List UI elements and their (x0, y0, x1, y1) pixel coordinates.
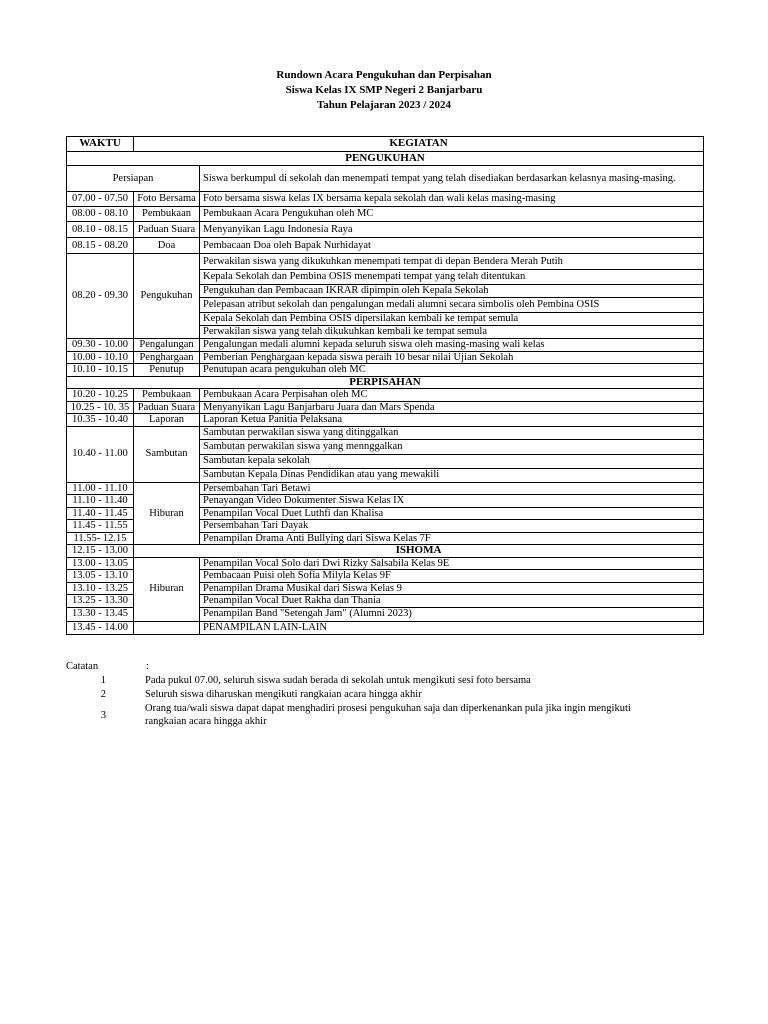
time-cell: 10.20 - 10.25 (67, 389, 134, 402)
description-cell: Penampilan Vocal Duet Rakha dan Thania (200, 595, 704, 608)
note-text: Pada pukul 07.00, seluruh siswa sudah berada di sekolah untuk mengikuti sesi foto bersama (145, 675, 531, 686)
section-pengukuhan: PENGUKUHAN (67, 152, 704, 166)
section-perpisahan: PERPISAHAN (67, 376, 704, 389)
description-cell: Menyanyikan Lagu Banjarbaru Juara dan Mars Spenda (200, 401, 704, 414)
description-cell: Sambutan perwakilan siswa yang mennggalkan (200, 439, 704, 454)
header-waktu: WAKTU (67, 137, 134, 152)
description-cell: Penampilan Vocal Duet Luthfi dan Khalisa (200, 507, 704, 520)
note-text: Seluruh siswa diharuskan mengikuti rangkaian acara hingga akhir (145, 689, 422, 700)
title-line-2: Siswa Kelas IX SMP Negeri 2 Banjarbaru (285, 84, 483, 96)
note-number: 1 (100, 675, 106, 686)
activity-cell: Pembukaan (134, 207, 200, 222)
time-cell: 10.35 - 10.40 (67, 414, 134, 427)
time-cell: 11.40 - 11.45 (67, 507, 134, 520)
time-cell: 13.25 - 13.30 (67, 595, 134, 608)
table-row (67, 222, 704, 238)
time-cell: 13.00 - 13.05 (67, 557, 134, 570)
table-row (67, 482, 704, 495)
note-number: 3 (100, 710, 106, 721)
table-row (67, 338, 704, 351)
table-row (67, 166, 704, 192)
table-row (67, 426, 704, 439)
note-item (66, 702, 666, 728)
time-cell: 07.00 - 07.50 (67, 192, 134, 207)
section-row (67, 152, 704, 166)
description-cell: Perwakilan siswa yang dikukuhkan menempati tempat di depan Bendera Merah Putih (200, 254, 704, 270)
activity-cell: Sambutan (134, 426, 200, 482)
time-cell: 10.10 - 10.15 (67, 364, 134, 377)
description-cell: Sambutan kepala sekolah (200, 454, 704, 468)
description-cell: Penampilan Drama Musikal dari Siswa Kelas 9 (200, 582, 704, 595)
description-cell: Menyanyikan Lagu Indonesia Raya (200, 222, 704, 238)
description-cell: Sambutan perwakilan siswa yang ditinggalkan (200, 426, 704, 439)
time-cell: 08.15 - 08.20 (67, 238, 134, 254)
time-cell: 11.45 - 11.55 (67, 520, 134, 533)
time-cell: 13.05 - 13.10 (67, 570, 134, 583)
note-number: 2 (100, 689, 106, 700)
activity-cell: Hiburan (134, 557, 200, 621)
time-cell: 10.00 - 10.10 (67, 351, 134, 364)
description-cell: Penayangan Video Dokumenter Siswa Kelas IX (200, 495, 704, 508)
description-cell: Persembahan Tari Betawi (200, 482, 704, 495)
description-cell: Perwakilan siswa yang telah dikukuhkan kembali ke tempat semula (200, 326, 704, 339)
description-cell: Pemberian Penghargaan kepada siswa peraih 10 besar nilai Ujian Sekolah (200, 351, 704, 364)
description-cell: Siswa berkumpul di sekolah dan menempati tempat yang telah disediakan berdasarkan kelasnya masing-masing. (200, 166, 704, 192)
description-cell: Pembukaan Acara Perpisahan oleh MC (200, 389, 704, 402)
note-text: Orang tua/wali siswa dapat dapat menghadiri prosesi pengukuhan saja dan diperkenankan pula jika ingin mengikuti rangkaian acara hingga akhir (145, 703, 631, 727)
activity-cell: Hiburan (134, 482, 200, 545)
time-cell: 10.40 - 11.00 (67, 426, 134, 482)
table-row (67, 364, 704, 377)
description-cell: Penampilan Band "Setengah Jam" (Alumni 2023) (200, 607, 704, 621)
table-row (67, 414, 704, 427)
activity-cell: Foto Bersama (134, 192, 200, 207)
description-cell: Penampilan Drama Anti Bullying dari Siswa Kelas 7F (200, 532, 704, 545)
rundown-table (66, 136, 704, 635)
time-cell: 11.55- 12.15 (67, 532, 134, 545)
table-row (67, 351, 704, 364)
table-row (67, 545, 704, 558)
time-cell: 09.30 - 10.00 (67, 338, 134, 351)
table-row (67, 557, 704, 570)
description-cell: Pengalungan medali alumni kepada seluruh siswa oleh masing-masing wali kelas (200, 338, 704, 351)
title-line-1: Rundown Acara Pengukuhan dan Perpisahan (276, 69, 492, 81)
activity-cell: Pengukuhan (134, 254, 200, 339)
notes-section (66, 660, 666, 729)
table-header-row (67, 137, 704, 152)
note-item (66, 674, 666, 687)
section-row (67, 376, 704, 389)
description-cell: Persembahan Tari Dayak (200, 520, 704, 533)
description-cell: Pembacaan Puisi oleh Sofia Milyla Kelas 9F (200, 570, 704, 583)
time-cell: 13.30 - 13.45 (67, 607, 134, 621)
activity-cell: Laporan (134, 414, 200, 427)
notes-label: Catatan (66, 661, 99, 672)
document-title (0, 68, 768, 113)
notes-colon: : (146, 661, 149, 672)
description-cell: Kepala Sekolah dan Pembina OSIS dipersilakan kembali ke tempat semula (200, 313, 704, 326)
activity-cell: Penghargaan (134, 351, 200, 364)
time-cell: 08.20 - 09.30 (67, 254, 134, 339)
activity-cell: Doa (134, 238, 200, 254)
table-row (67, 621, 704, 634)
table-row (67, 207, 704, 222)
description-cell: Foto bersama siswa kelas IX bersama kepala sekolah dan wali kelas masing-masing (200, 192, 704, 207)
activity-cell: Pengalungan (134, 338, 200, 351)
time-cell: 08.10 - 08.15 (67, 222, 134, 238)
time-cell: 13.10 - 13.25 (67, 582, 134, 595)
table-row (67, 254, 704, 270)
activity-cell: Persiapan (67, 166, 200, 192)
empty-cell (134, 621, 200, 634)
time-cell: 08.00 - 08.10 (67, 207, 134, 222)
section-ishoma: ISHOMA (134, 545, 704, 558)
description-cell: Sambutan Kepala Dinas Pendidikan atau yang mewakili (200, 468, 704, 482)
description-cell: Penutupan acara pengukuhan oleh MC (200, 364, 704, 377)
table-row (67, 401, 704, 414)
description-cell: Kepala Sekolah dan Pembina OSIS menempati tempat yang telah ditentukan (200, 270, 704, 285)
time-cell: 10.25 - 10. 35 (67, 401, 134, 414)
description-cell: Pengukuhan dan Pembacaan IKRAR dipimpin oleh Kepala Sekolah (200, 285, 704, 298)
time-cell: 11.00 - 11.10 (67, 482, 134, 495)
table-row (67, 238, 704, 254)
time-cell: 13.45 - 14.00 (67, 621, 134, 634)
description-cell: Pembukaan Acara Pengukuhan oleh MC (200, 207, 704, 222)
table-row (67, 389, 704, 402)
activity-cell: Paduan Suara (134, 222, 200, 238)
description-cell: PENAMPILAN LAIN-LAIN (200, 621, 704, 634)
activity-cell: Penutup (134, 364, 200, 377)
header-kegiatan: KEGIATAN (134, 137, 704, 152)
note-item (66, 688, 666, 701)
title-line-3: Tahun Pelajaran 2023 / 2024 (316, 99, 452, 111)
description-cell: Pembacaan Doa oleh Bapak Nurhidayat (200, 238, 704, 254)
time-cell: 11.10 - 11.40 (67, 495, 134, 508)
description-cell: Penampilan Vocal Solo dari Dwi Rizky Salsabila Kelas 9E (200, 557, 704, 570)
description-cell: Laporan Ketua Panitia Pelaksana (200, 414, 704, 427)
table-row (67, 192, 704, 207)
activity-cell: Paduan Suara (134, 401, 200, 414)
time-cell: 12.15 - 13.00 (67, 545, 134, 558)
description-cell: Pelepasan atribut sekolah dan pengalungan medali alumni secara simbolis oleh Pembina OSIS (200, 298, 704, 313)
activity-cell: Pembukaan (134, 389, 200, 402)
